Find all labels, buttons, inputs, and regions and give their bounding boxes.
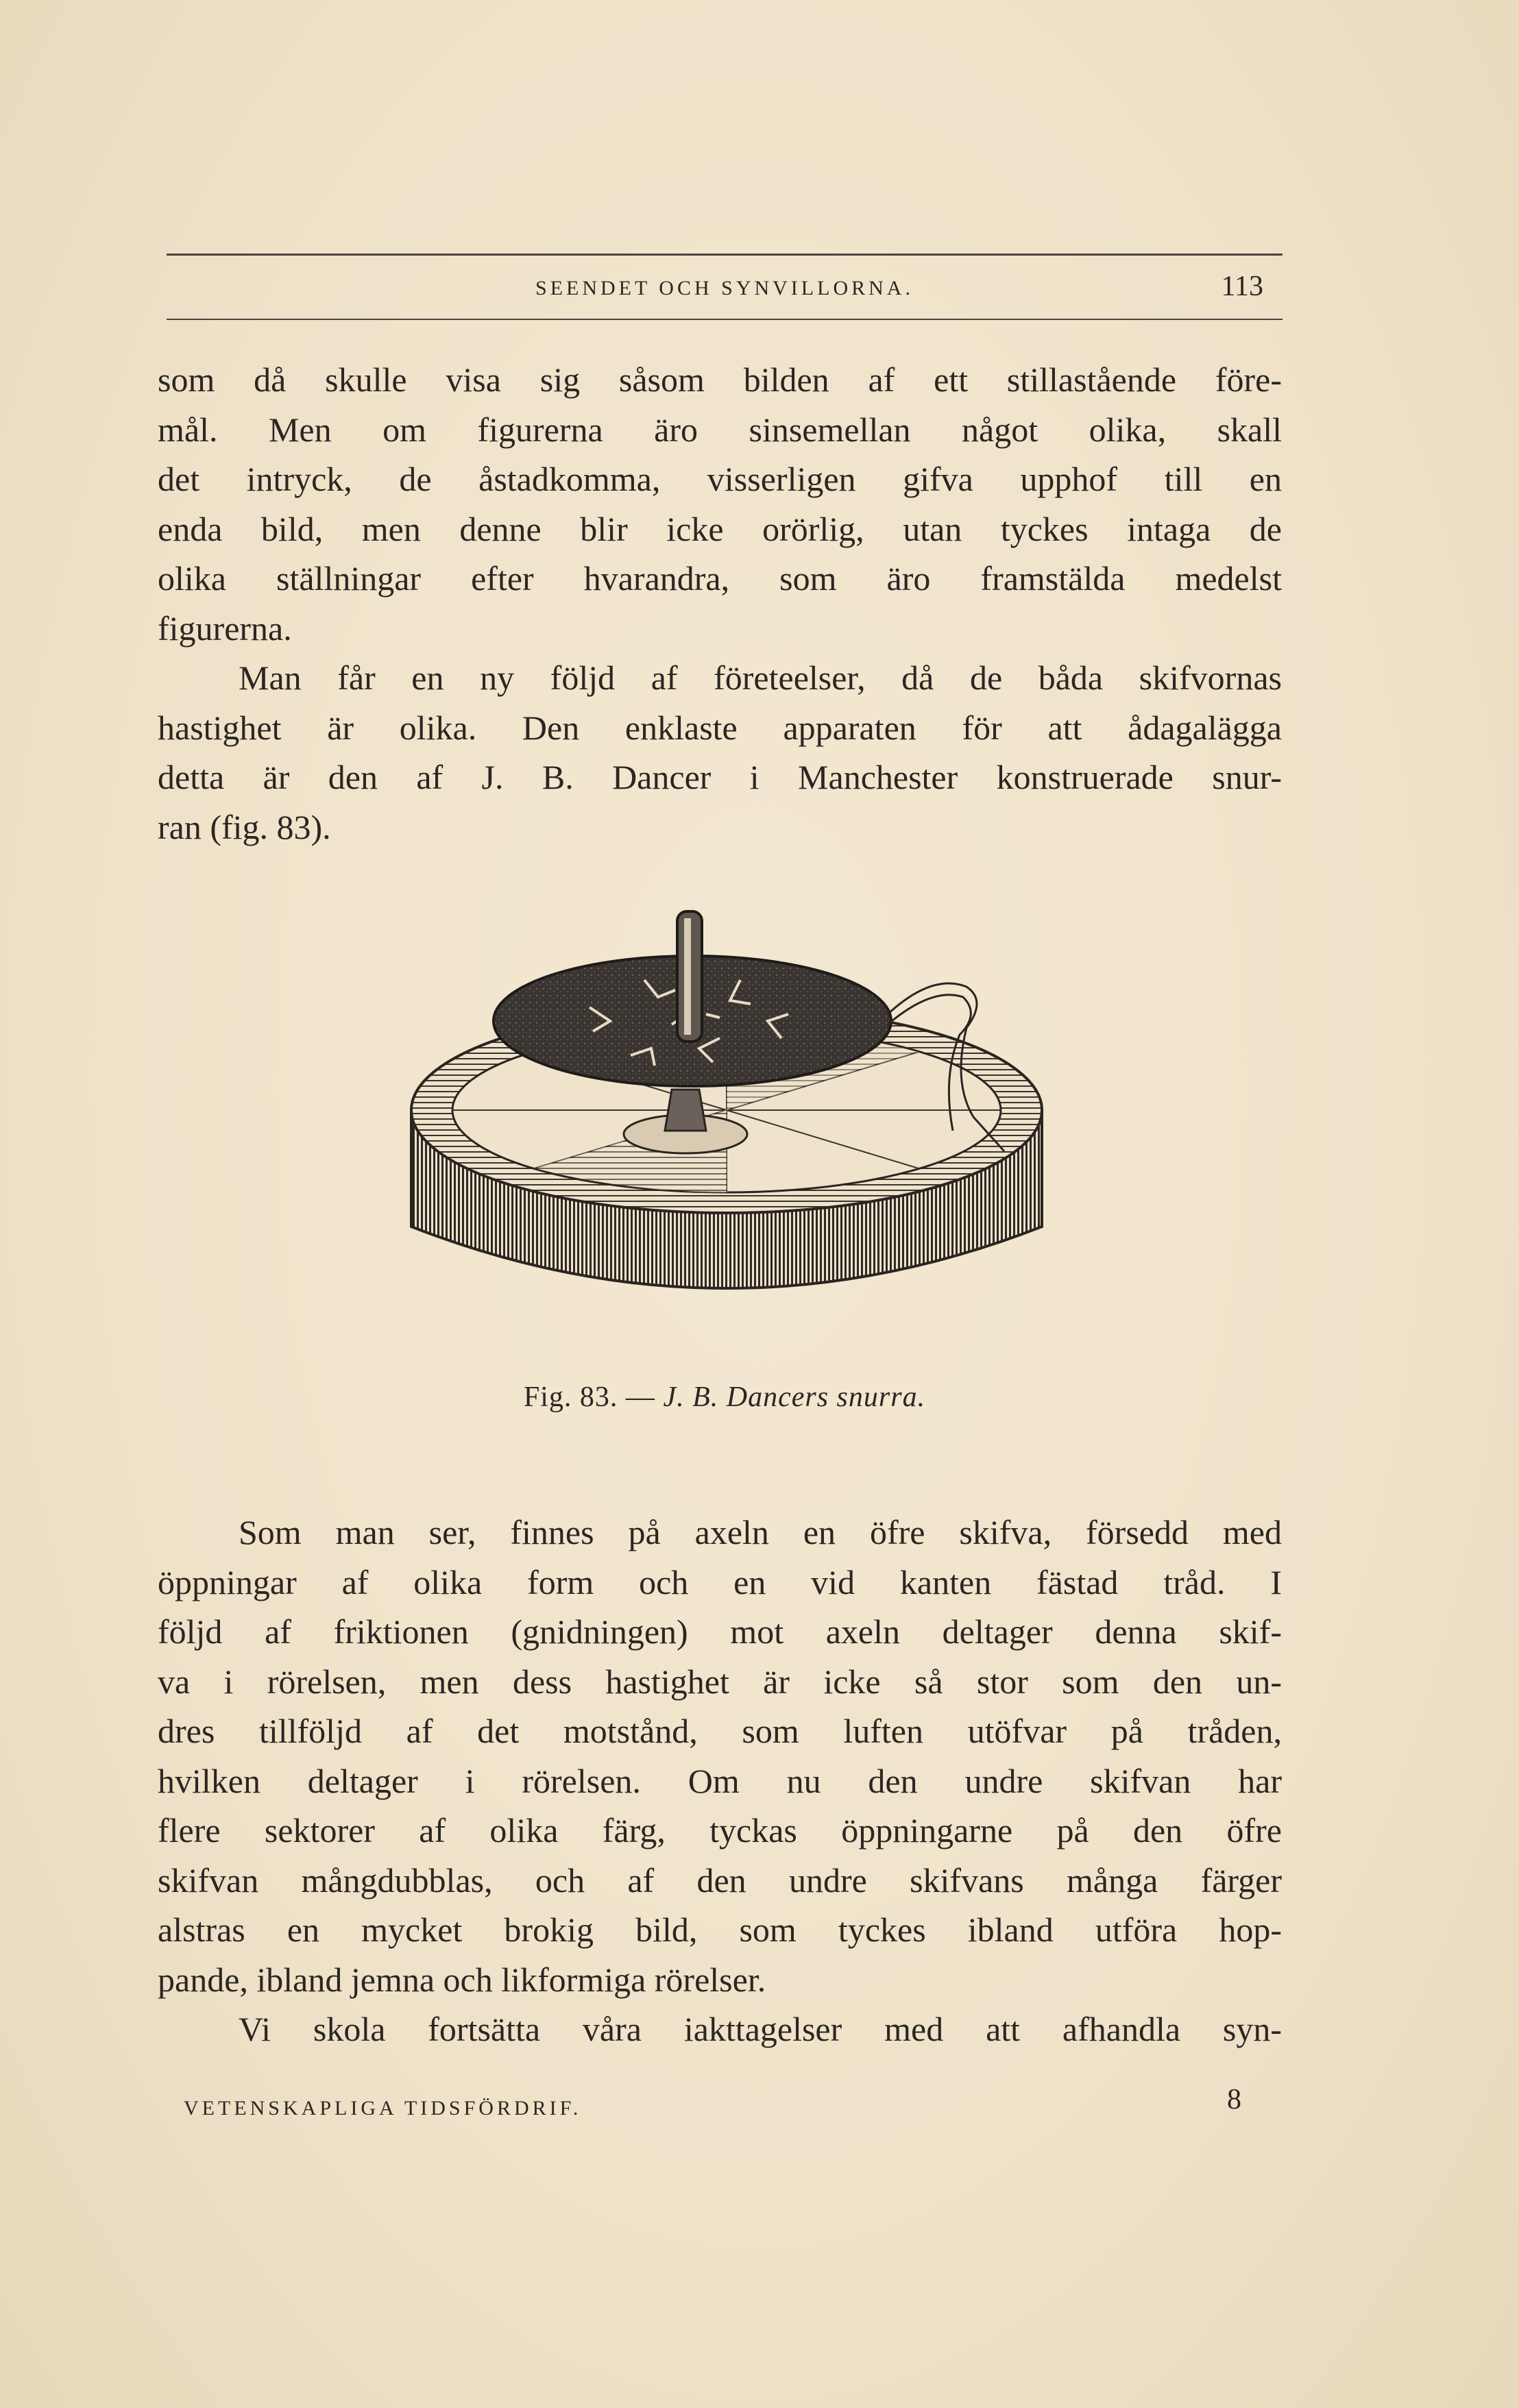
text-line: som då skulle visa sig såsom bilden af ett stillastående före- [158,360,1282,399]
text-line: ran (fig. 83). [158,807,331,846]
text-line: alstras en mycket brokig bild, som tyckes ibland utföra hop- [158,1911,1282,1949]
text-block-top [158,355,1282,852]
running-head [167,269,1283,310]
header-rule-bottom [167,319,1283,320]
page-number: 113 [1221,271,1263,302]
text-line: mål. Men om figurerna äro sinsemellan något olika, skall [158,410,1282,449]
text-line: det intryck, de åstadkomma, visserligen gifva upphof till en [158,460,1282,498]
text-line: hvilken deltager i rörelsen. Om nu den undre skifvan har [158,1761,1282,1800]
text-line: enda bild, men denne blir icke orörlig, utan tyckes intaga de [158,509,1282,548]
footer-book-title: VETENSKAPLIGA TIDSFÖRDRIF. [184,2097,582,2120]
caption-prefix: Fig. 83. — [523,1381,664,1413]
running-title: SEENDET OCH SYNVILLORNA. [535,277,914,299]
text-line: va i rörelsen, men dess hastighet är icke så stor som den un- [158,1662,1282,1701]
text-line: skifvan mångdubblas, och af den undre skifvans många färger [158,1860,1282,1900]
text-line: figurerna. [158,609,292,648]
figure-dancer-top-illustration [384,905,1069,1357]
text-line: detta är den af J. B. Dancer i Manchester konstruerade snur- [158,758,1282,796]
text-line: öppningar af olika form och en vid kanten fästad tråd. I [158,1562,1282,1601]
text-line: olika ställningar efter hvarandra, som äro framstälda medelst [158,559,1282,598]
figure-caption [167,1381,1283,1414]
text-line: pande, ibland jemna och likformiga rörelser. [158,1960,766,1999]
text-line: dres tillföljd af det motstånd, som luften utöfvar på tråden, [158,1712,1282,1750]
signature-mark: 8 [1227,2084,1241,2115]
text-line: följd af friktionen (gnidningen) mot axeln deltager denna skif- [158,1612,1282,1651]
text-line: hastighet är olika. Den enklaste apparaten för att ådagalägga [158,708,1282,747]
text-line: flere sektorer af olika färg, tyckas öppningarne på den öfre [158,1811,1282,1850]
text-line: Man får en ny följd af företeelser, då de båda skifvornas [239,659,1282,697]
caption-title: J. B. Dancers snurra. [663,1381,926,1413]
text-line: Vi skola fortsätta våra iakttagelser med att afhandla syn- [239,2010,1282,2048]
text-block-bottom [158,1508,1282,2054]
text-line: Som man ser, finnes på axeln en öfre skifva, försedd med [239,1513,1282,1551]
header-rule-top [167,254,1283,256]
